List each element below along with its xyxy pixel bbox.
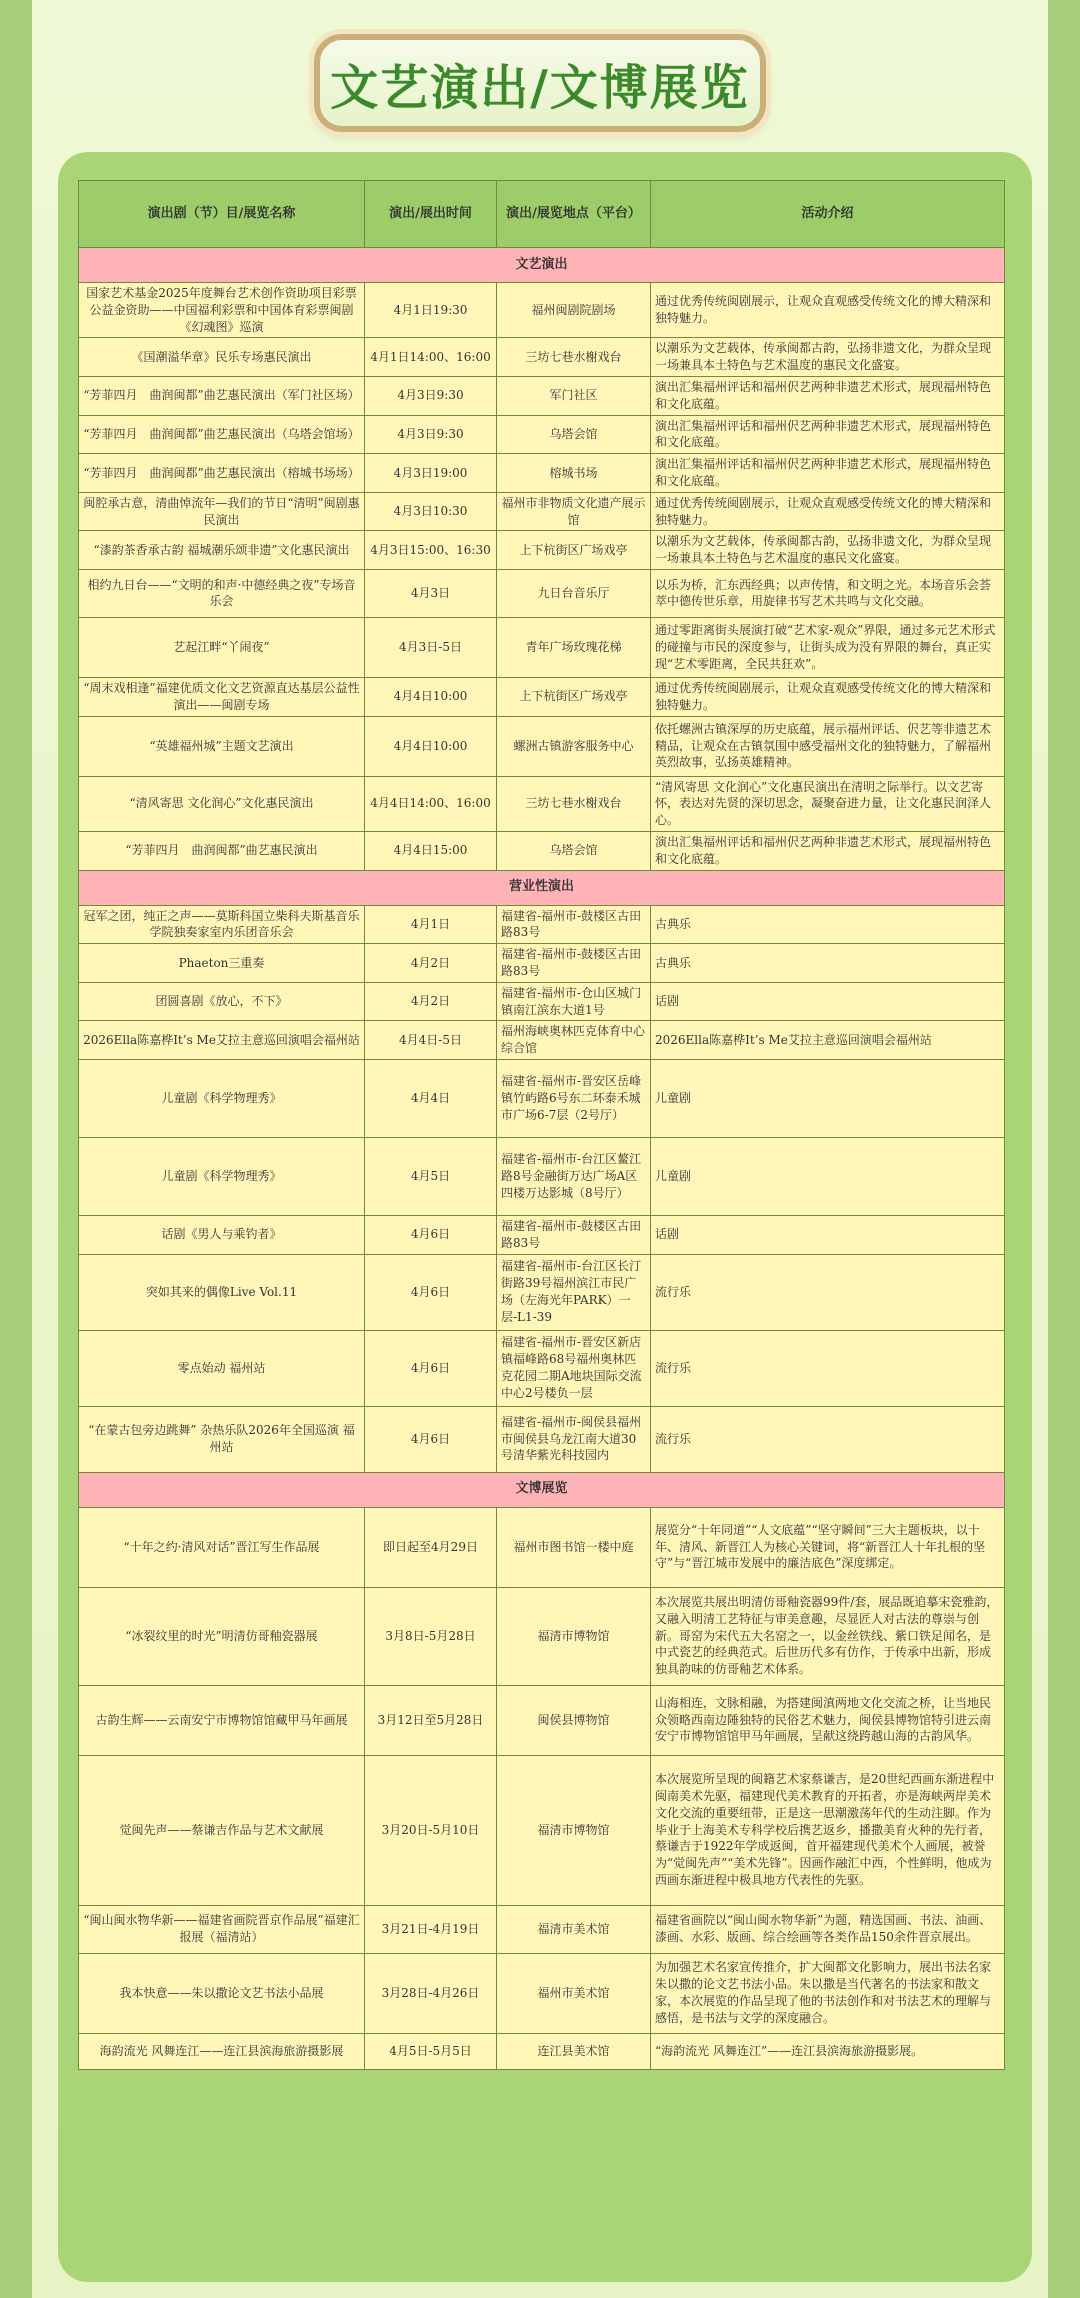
- event-description-cell: 古典乐: [651, 944, 1005, 983]
- event-venue-cell: 上下杭街区广场戏亭: [497, 531, 651, 570]
- section-title: 文博展览: [79, 1472, 1005, 1507]
- header: [0, 34, 1080, 132]
- event-venue-cell: 九日台音乐厅: [497, 569, 651, 617]
- event-time-cell: 4月6日: [365, 1406, 497, 1472]
- event-time-cell: 4月3日9:30: [365, 415, 497, 454]
- event-description-cell: 儿童剧: [651, 1137, 1005, 1215]
- event-name-cell: “十年之约·清风对话”晋江写生作品展: [79, 1507, 365, 1587]
- event-name-cell: “冰裂纹里的时光”明清仿哥釉瓷器展: [79, 1587, 365, 1685]
- event-venue-cell: 乌塔会馆: [497, 831, 651, 870]
- header-name: 演出剧（节）目/展览名称: [79, 181, 365, 248]
- event-time-cell: 4月4日10:00: [365, 716, 497, 776]
- event-venue-cell: 福州市美术馆: [497, 1953, 651, 2033]
- event-time-cell: 4月5日-5月5日: [365, 2033, 497, 2069]
- table-row: [79, 776, 1005, 831]
- table-row: [79, 1953, 1005, 2033]
- header-time: 演出/展出时间: [365, 181, 497, 248]
- event-description-cell: 展览分“十年同道”“人文底蕴”“坚守瞬间”三大主题板块，以十年、清风、新晋江人为核心关键词，将“新晋江人十年扎根的坚守”与“晋江城市发展中的廉洁底色”深度绑定。: [651, 1507, 1005, 1587]
- event-venue-cell: 连江县美术馆: [497, 2033, 651, 2069]
- event-venue-cell: 乌塔会馆: [497, 415, 651, 454]
- event-description-cell: 山海相连，文脉相融，为搭建闽滇两地文化交流之桥，让当地民众领略西南边陲独特的民俗艺术魅力，闽侯县博物馆特引进云南安宁市博物馆馆甲马年画展，呈献这绕跨越山海的古韵风华。: [651, 1685, 1005, 1755]
- table-row: [79, 944, 1005, 983]
- table-row: [79, 1755, 1005, 1905]
- page-title: 文艺演出/文博展览: [330, 59, 750, 116]
- event-venue-cell: 福建省-福州市-台江区鳌江路8号金融街万达广场A区四楼万达影城（8号厅）: [497, 1137, 651, 1215]
- event-time-cell: 4月4日-5日: [365, 1021, 497, 1060]
- event-name-cell: 闽腔承古意，清曲悼流年—我们的节日“清明”闽剧惠民演出: [79, 492, 365, 531]
- event-description-cell: 以乐为桥，汇东西经典；以声传情，和文明之光。本场音乐会荟萃中德传世乐章，用旋律书写艺术共鸣与文化交融。: [651, 569, 1005, 617]
- schedule-table: [78, 180, 1005, 2070]
- event-name-cell: “闽山闽水物华新——福建省画院晋京作品展”福建汇报展（福清站）: [79, 1905, 365, 1953]
- table-row: [79, 1587, 1005, 1685]
- event-name-cell: “芳菲四月 曲润闽都”曲艺惠民演出（乌塔会馆场）: [79, 415, 365, 454]
- event-name-cell: 冠军之团，纯正之声——莫斯科国立柴科夫斯基音乐学院独奏家室内乐团音乐会: [79, 905, 365, 944]
- event-name-cell: 海韵流光 风舞连江——连江县滨海旅游摄影展: [79, 2033, 365, 2069]
- table-row: [79, 831, 1005, 870]
- event-time-cell: 4月5日: [365, 1137, 497, 1215]
- event-description-cell: 演出汇集福州评话和福州伬艺两种非遗艺术形式，展现福州特色和文化底蕴。: [651, 415, 1005, 454]
- event-time-cell: 4月3日9:30: [365, 376, 497, 415]
- event-name-cell: 《国潮溢华章》民乐专场惠民演出: [79, 338, 365, 377]
- event-name-cell: 我本快意——朱以撒论文艺书法小品展: [79, 1953, 365, 2033]
- event-description-cell: 演出汇集福州评话和福州伬艺两种非遗艺术形式，展现福州特色和文化底蕴。: [651, 376, 1005, 415]
- event-time-cell: 4月2日: [365, 982, 497, 1021]
- event-description-cell: 演出汇集福州评话和福州伬艺两种非遗艺术形式，展现福州特色和文化底蕴。: [651, 454, 1005, 493]
- table-row: [79, 677, 1005, 716]
- event-description-cell: 流行乐: [651, 1406, 1005, 1472]
- event-time-cell: 4月3日15:00、16:30: [365, 531, 497, 570]
- table-row: [79, 716, 1005, 776]
- event-venue-cell: 福清市博物馆: [497, 1755, 651, 1905]
- table-row: [79, 1685, 1005, 1755]
- event-description-cell: 福建省画院以“闽山闽水物华新”为题，精选国画、书法、油画、漆画、水彩、版画、综合绘画等各类作品150余件晋京展出。: [651, 1905, 1005, 1953]
- event-description-cell: 依托螺洲古镇深厚的历史底蕴，展示福州评话、伬艺等非遗艺术精品，让观众在古镇氛围中感受福州文化的独特魅力，了解福州英烈故事，弘扬英雄精神。: [651, 716, 1005, 776]
- event-name-cell: “芳菲四月 曲润闽都”曲艺惠民演出（军门社区场）: [79, 376, 365, 415]
- event-name-cell: “周末戏相逢”福建优质文化文艺资源直达基层公益性演出——闽剧专场: [79, 677, 365, 716]
- event-time-cell: 3月20日-5月10日: [365, 1755, 497, 1905]
- table-row: [79, 1330, 1005, 1406]
- table-row: [79, 283, 1005, 338]
- section-title: 文艺演出: [79, 248, 1005, 283]
- table-row: [79, 1254, 1005, 1330]
- event-venue-cell: 福建省-福州市-鼓楼区古田路83号: [497, 1215, 651, 1254]
- table-row: [79, 2033, 1005, 2069]
- event-venue-cell: 上下杭街区广场戏亭: [497, 677, 651, 716]
- event-venue-cell: 福建省-福州市-仓山区城门镇南江滨东大道1号: [497, 982, 651, 1021]
- event-venue-cell: 福清市美术馆: [497, 1905, 651, 1953]
- event-time-cell: 4月1日14:00、16:00: [365, 338, 497, 377]
- event-name-cell: “清风寄思 文化润心”文化惠民演出: [79, 776, 365, 831]
- event-description-cell: 通过优秀传统闽剧展示，让观众直观感受传统文化的博大精深和独特魅力。: [651, 283, 1005, 338]
- event-time-cell: 4月6日: [365, 1254, 497, 1330]
- event-description-cell: 流行乐: [651, 1254, 1005, 1330]
- event-venue-cell: 榕城书场: [497, 454, 651, 493]
- event-description-cell: 以潮乐为文艺载体，传承闽都古韵，弘扬非遗文化，为群众呈现一场兼具本土特色与艺术温度的惠民文化盛宴。: [651, 531, 1005, 570]
- event-time-cell: 即日起至4月29日: [365, 1507, 497, 1587]
- table-row: [79, 617, 1005, 677]
- event-time-cell: 4月6日: [365, 1330, 497, 1406]
- event-description-cell: 儿童剧: [651, 1059, 1005, 1137]
- event-time-cell: 4月3日-5日: [365, 617, 497, 677]
- event-venue-cell: 福州市非物质文化遗产展示馆: [497, 492, 651, 531]
- event-description-cell: 通过零距离街头展演打破“艺术家-观众”界限，通过多元艺术形式的碰撞与市民的深度参与，让街头成为没有界限的舞台，真正实现“艺术零距离，全民共狂欢”。: [651, 617, 1005, 677]
- event-description-cell: 演出汇集福州评话和福州伬艺两种非遗艺术形式，展现福州特色和文化底蕴。: [651, 831, 1005, 870]
- event-venue-cell: 军门社区: [497, 376, 651, 415]
- event-description-cell: 流行乐: [651, 1330, 1005, 1406]
- table-row: [79, 492, 1005, 531]
- event-name-cell: “漆韵茶香承古韵 福城潮乐颂非遗”文化惠民演出: [79, 531, 365, 570]
- section-row: [79, 1472, 1005, 1507]
- event-name-cell: 团圆喜剧《放心，不下》: [79, 982, 365, 1021]
- event-name-cell: 话剧《男人与乘钓者》: [79, 1215, 365, 1254]
- event-venue-cell: 闽侯县博物馆: [497, 1685, 651, 1755]
- table-row: [79, 982, 1005, 1021]
- event-time-cell: 4月2日: [365, 944, 497, 983]
- event-description-cell: 为加强艺术名家宣传推介，扩大闽都文化影响力，展出书法名家朱以撒的论文艺书法小品。朱以撒是当代著名的书法家和散文家，本次展览的作品呈现了他的书法创作和对书法艺术的理解与感悟，是书法与文学的深度融合。: [651, 1953, 1005, 2033]
- event-venue-cell: 三坊七巷水榭戏台: [497, 776, 651, 831]
- table-row: [79, 338, 1005, 377]
- event-description-cell: 本次展览所呈现的闽籍艺术家蔡谦吉，是20世纪西画东渐进程中闽南美术先驱，福建现代美术教育的开拓者，亦是海峡两岸美术文化交流的重要纽带，正是这一思潮激荡年代的生动注脚。作为毕业于上海美术专科学校后携艺返乡，播撒美育火种的先行者，蔡谦吉于1922年学成返闽，首开福建现代美术个人画展，被誉为“觉闽先声”“美术先锋”。因画作融汇中西，个性鲜明，他成为西画东渐进程中极具地方代表性的先驱。: [651, 1755, 1005, 1905]
- event-venue-cell: 福州闽剧院剧场: [497, 283, 651, 338]
- header-description: 活动介绍: [651, 181, 1005, 248]
- event-venue-cell: 青年广场玫瑰花梯: [497, 617, 651, 677]
- event-time-cell: 4月6日: [365, 1215, 497, 1254]
- event-description-cell: 本次展览共展出明清仿哥釉瓷器99件/套，展品既追摹宋瓷雅韵，又融入明清工艺特征与审美意趣，尽显匠人对古法的尊崇与创新。哥窑为宋代五大名窑之一，以金丝铁线、紫口铁足闻名，是中式瓷艺的经典范式。后世历代多有仿作，于传承中出新，形成独具韵味的仿哥釉艺术体系。: [651, 1587, 1005, 1685]
- event-description-cell: 话剧: [651, 982, 1005, 1021]
- table-row: [79, 1137, 1005, 1215]
- event-venue-cell: 福州市图书馆一楼中庭: [497, 1507, 651, 1587]
- event-description-cell: 以潮乐为文艺载体，传承闽都古韵，弘扬非遗文化，为群众呈现一场兼具本土特色与艺术温度的惠民文化盛宴。: [651, 338, 1005, 377]
- event-time-cell: 4月3日10:30: [365, 492, 497, 531]
- event-name-cell: 国家艺术基金2025年度舞台艺术创作资助项目彩票公益金资助——中国福利彩票和中国体育彩票闽剧《幻魂图》巡演: [79, 283, 365, 338]
- event-name-cell: 零点始动 福州站: [79, 1330, 365, 1406]
- event-time-cell: 4月1日19:30: [365, 283, 497, 338]
- event-venue-cell: 福建省-福州市-闽侯县福州市闽侯县乌龙江南大道30号清华紫光科技园内: [497, 1406, 651, 1472]
- event-venue-cell: 福建省-福州市-鼓楼区古田路83号: [497, 905, 651, 944]
- table-row: [79, 415, 1005, 454]
- event-name-cell: “芳菲四月 曲润闽都”曲艺惠民演出: [79, 831, 365, 870]
- event-time-cell: 4月4日14:00、16:00: [365, 776, 497, 831]
- event-time-cell: 4月1日: [365, 905, 497, 944]
- event-name-cell: Phaeton三重奏: [79, 944, 365, 983]
- event-description-cell: 2026Ella陈嘉桦It’s Me艾拉主意巡回演唱会福州站: [651, 1021, 1005, 1060]
- event-description-cell: 通过优秀传统闽剧展示，让观众直观感受传统文化的博大精深和独特魅力。: [651, 677, 1005, 716]
- title-plaque: [314, 34, 766, 132]
- table-row: [79, 376, 1005, 415]
- event-description-cell: “海韵流光 风舞连江”——连江县滨海旅游摄影展。: [651, 2033, 1005, 2069]
- table-row: [79, 1215, 1005, 1254]
- event-time-cell: 4月4日: [365, 1059, 497, 1137]
- left-border-decoration: [0, 0, 32, 2298]
- event-time-cell: 3月12日至5月28日: [365, 1685, 497, 1755]
- event-description-cell: “清风寄思 文化润心”文化惠民演出在清明之际举行。以文艺寄怀，表达对先贤的深切思念，凝聚奋进力量，让文化惠民润泽人心。: [651, 776, 1005, 831]
- event-name-cell: 突如其来的偶像Live Vol.11: [79, 1254, 365, 1330]
- table-row: [79, 1021, 1005, 1060]
- table-row: [79, 905, 1005, 944]
- event-time-cell: 4月3日19:00: [365, 454, 497, 493]
- event-name-cell: 古韵生辉——云南安宁市博物馆馆藏甲马年画展: [79, 1685, 365, 1755]
- event-name-cell: 觉闽先声——蔡谦吉作品与艺术文献展: [79, 1755, 365, 1905]
- event-name-cell: “在蒙古包旁边跳舞” 杂热乐队2026年全国巡演 福州站: [79, 1406, 365, 1472]
- event-name-cell: 儿童剧《科学物理秀》: [79, 1137, 365, 1215]
- event-venue-cell: 福建省-福州市-鼓楼区古田路83号: [497, 944, 651, 983]
- table-body: [79, 248, 1005, 2070]
- event-time-cell: 3月28日-4月26日: [365, 1953, 497, 2033]
- event-venue-cell: 三坊七巷水榭戏台: [497, 338, 651, 377]
- event-time-cell: 3月8日-5月28日: [365, 1587, 497, 1685]
- event-name-cell: 儿童剧《科学物理秀》: [79, 1059, 365, 1137]
- event-name-cell: 2026Ella陈嘉桦It’s Me艾拉主意巡回演唱会福州站: [79, 1021, 365, 1060]
- right-border-decoration: [1048, 0, 1080, 2298]
- header-row: [79, 181, 1005, 248]
- table-row: [79, 1507, 1005, 1587]
- event-name-cell: 相约九日台——“文明的和声·中德经典之夜”专场音乐会: [79, 569, 365, 617]
- table-row: [79, 1059, 1005, 1137]
- event-time-cell: 4月3日: [365, 569, 497, 617]
- section-row: [79, 248, 1005, 283]
- table-row: [79, 569, 1005, 617]
- table-row: [79, 1905, 1005, 1953]
- event-venue-cell: 福清市博物馆: [497, 1587, 651, 1685]
- event-description-cell: 古典乐: [651, 905, 1005, 944]
- table-row: [79, 1406, 1005, 1472]
- event-name-cell: 艺起江畔“丫闹夜”: [79, 617, 365, 677]
- section-title: 营业性演出: [79, 870, 1005, 905]
- table-row: [79, 454, 1005, 493]
- event-venue-cell: 福建省-福州市-台江区长汀街路39号福州滨江市民广场（左海光年PARK）一层-L1-39: [497, 1254, 651, 1330]
- event-venue-cell: 福建省-福州市-晋安区新店镇福峰路68号福州奥林匹克花园二期A地块国际交流中心2号楼负一层: [497, 1330, 651, 1406]
- event-time-cell: 4月4日10:00: [365, 677, 497, 716]
- event-venue-cell: 福建省-福州市-晋安区岳峰镇竹屿路6号东二环泰禾城市广场6-7层（2号厅）: [497, 1059, 651, 1137]
- event-name-cell: “英雄福州城”主题文艺演出: [79, 716, 365, 776]
- table-row: [79, 531, 1005, 570]
- section-row: [79, 870, 1005, 905]
- event-venue-cell: 福州海峡奥林匹克体育中心综合馆: [497, 1021, 651, 1060]
- event-venue-cell: 螺洲古镇游客服务中心: [497, 716, 651, 776]
- event-time-cell: 4月4日15:00: [365, 831, 497, 870]
- event-name-cell: “芳菲四月 曲润闽都”曲艺惠民演出（榕城书场场）: [79, 454, 365, 493]
- event-time-cell: 3月21日-4月19日: [365, 1905, 497, 1953]
- header-venue: 演出/展览地点（平台）: [497, 181, 651, 248]
- event-description-cell: 通过优秀传统闽剧展示，让观众直观感受传统文化的博大精深和独特魅力。: [651, 492, 1005, 531]
- event-description-cell: 话剧: [651, 1215, 1005, 1254]
